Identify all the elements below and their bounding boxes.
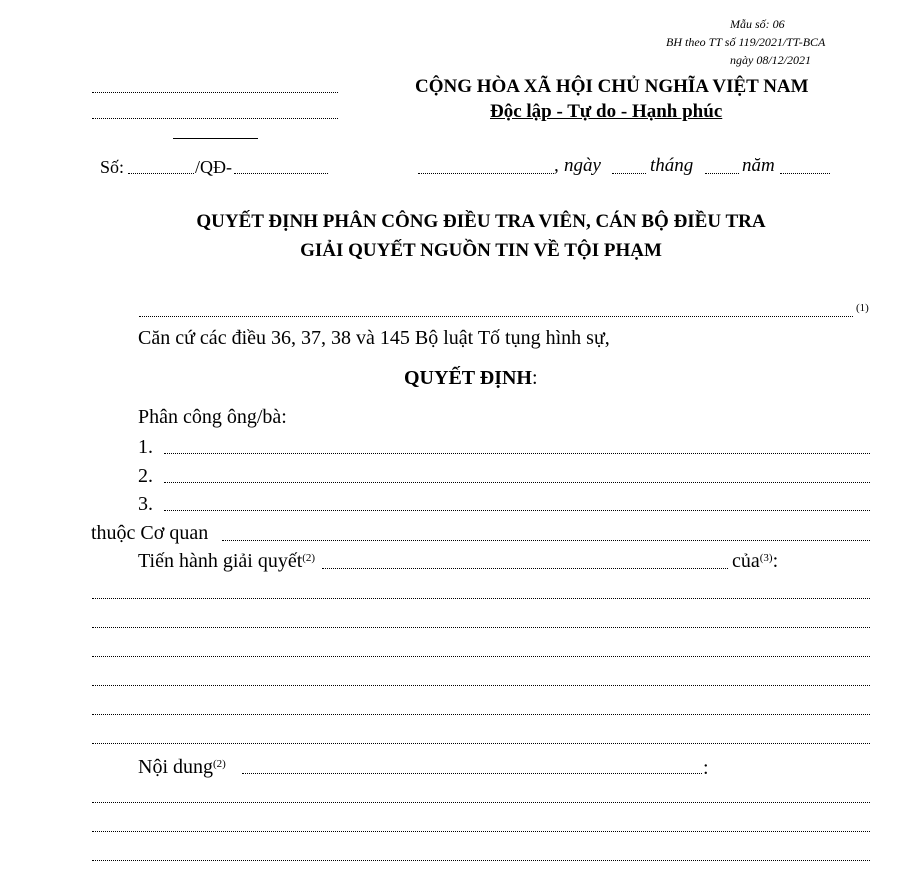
month-field[interactable] (705, 173, 739, 174)
title-line-2: GIẢI QUYẾT NGUỒN TIN VỀ TỘI PHẠM (300, 240, 662, 261)
content-line[interactable] (92, 802, 870, 803)
title-line-1: QUYẾT ĐỊNH PHÂN CÔNG ĐIỀU TRA VIÊN, CÁN BỘ ĐIỀU TRA (196, 211, 766, 232)
nam-label: năm (742, 155, 775, 176)
list-item-number: 1. (138, 436, 153, 458)
date-comma: , (554, 155, 559, 176)
resolve-label (138, 550, 315, 573)
content-line[interactable] (92, 831, 870, 832)
detail-line[interactable] (92, 656, 870, 657)
detail-line[interactable] (92, 743, 870, 744)
decision-number-field[interactable] (128, 173, 194, 174)
detail-line[interactable] (92, 627, 870, 628)
assignee-3-field[interactable] (164, 510, 870, 511)
resolve-field[interactable] (322, 568, 728, 569)
detail-line[interactable] (92, 685, 870, 686)
thang-label: tháng (650, 155, 694, 176)
motto: Độc lập - Tự do - Hạnh phúc (490, 101, 723, 122)
day-field[interactable] (612, 173, 646, 174)
place-field[interactable] (418, 173, 554, 174)
decision-heading-text: QUYẾT ĐỊNH (404, 367, 532, 389)
assignee-1-field[interactable] (164, 453, 870, 454)
assignee-2-field[interactable] (164, 482, 870, 483)
of-label-text: của (732, 550, 760, 572)
decision-colon: : (532, 367, 538, 389)
legal-basis: Căn cứ các điều 36, 37, 38 và 145 Bộ luật Tố tụng hình sự, (138, 327, 610, 349)
resolve-label-text: Tiến hành giải quyết (138, 550, 303, 572)
of-label (732, 550, 778, 573)
list-item-number: 2. (138, 465, 153, 487)
agency-label: thuộc Cơ quan (91, 522, 209, 544)
content-line[interactable] (92, 860, 870, 861)
of-note: (3) (759, 552, 773, 564)
content-label-text: Nội dung (138, 756, 213, 778)
list-item-number: 3. (138, 493, 153, 515)
form-issued-by: BH theo TT số 119/2021/TT-BCA (666, 35, 826, 49)
content-note: (2) (213, 758, 226, 770)
decision-heading (404, 367, 538, 390)
authority-field[interactable] (139, 316, 853, 317)
resolve-note: (2) (302, 552, 316, 564)
content-field[interactable] (242, 773, 702, 774)
form-number: Mẫu số: 06 (730, 17, 785, 31)
content-label (138, 756, 226, 779)
content-colon: : (703, 757, 709, 779)
detail-line[interactable] (92, 714, 870, 715)
ngay-label: ngày (564, 155, 601, 176)
assign-label: Phân công ông/bà: (138, 406, 287, 428)
detail-line[interactable] (92, 598, 870, 599)
qd-label: /QĐ- (195, 157, 232, 177)
form-date: ngày 08/12/2021 (730, 53, 811, 67)
agency-field[interactable] (222, 540, 870, 541)
agency-code-field[interactable] (234, 173, 328, 174)
agency-line-1[interactable] (92, 92, 338, 93)
note-1: (1) (856, 302, 869, 314)
so-label: Số: (100, 157, 125, 177)
agency-line-2[interactable] (92, 118, 338, 119)
of-colon: : (772, 550, 779, 572)
year-field[interactable] (780, 173, 830, 174)
agency-underline (173, 138, 258, 139)
country-name: CỘNG HÒA XÃ HỘI CHỦ NGHĨA VIỆT NAM (415, 76, 809, 97)
